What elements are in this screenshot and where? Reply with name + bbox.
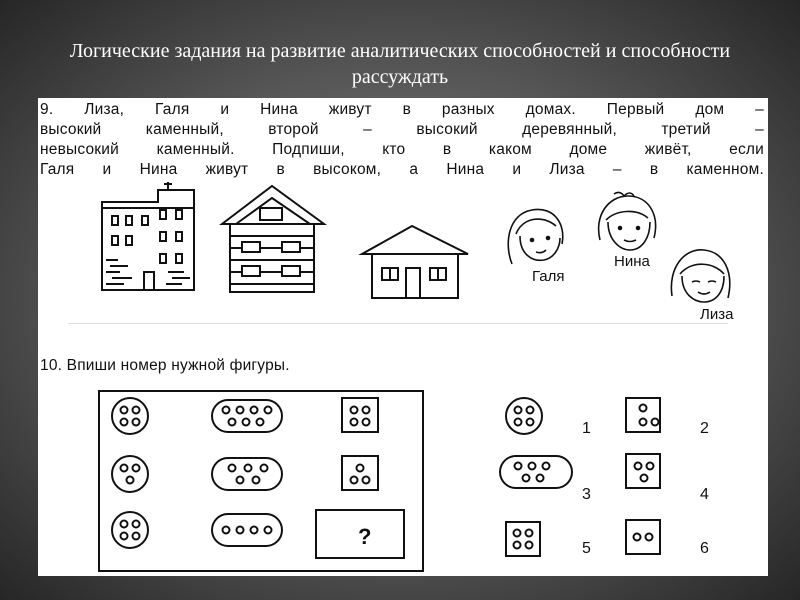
worksheet-image <box>38 98 768 576</box>
answer-options <box>498 396 728 566</box>
tall-wooden-house-icon <box>220 184 326 294</box>
option-number-2: 2 <box>700 420 709 437</box>
tall-stone-house-icon <box>98 180 198 292</box>
figure-matrix <box>98 390 438 572</box>
option-number-3: 3 <box>582 486 591 503</box>
galya-face-icon <box>502 204 568 268</box>
task-9-text <box>40 100 764 180</box>
name-label-nina: Нина <box>614 253 650 270</box>
bleed-through-line <box>68 323 728 327</box>
task-9-line: Галя и Нина живут в высоком, а Нина и Лиза – в каменном. <box>40 161 764 178</box>
task-10-text: 10. Впиши номер нужной фигуры. <box>40 357 290 374</box>
option-number-5: 5 <box>582 540 591 557</box>
option-number-1: 1 <box>582 420 591 437</box>
liza-face-icon <box>668 244 734 306</box>
low-stone-house-icon <box>360 224 470 300</box>
task-9-line: высокий каменный, второй – высокий деревянный, третий – <box>40 121 764 138</box>
slide-title: Логические задания на развитие аналитических способностей и способности рассуждать <box>69 40 731 88</box>
nina-face-icon <box>594 190 660 254</box>
name-label-liza: Лиза <box>700 306 734 323</box>
option-number-6: 6 <box>700 540 709 557</box>
name-label-galya: Галя <box>532 268 565 285</box>
option-number-4: 4 <box>700 486 709 503</box>
task-9-line: невысокий каменный. Подпиши, кто в каком доме живёт, если <box>40 141 764 158</box>
task-9-line: 9. Лиза, Галя и Нина живут в разных домах. Первый дом – <box>40 101 764 118</box>
question-mark: ? <box>358 524 372 549</box>
